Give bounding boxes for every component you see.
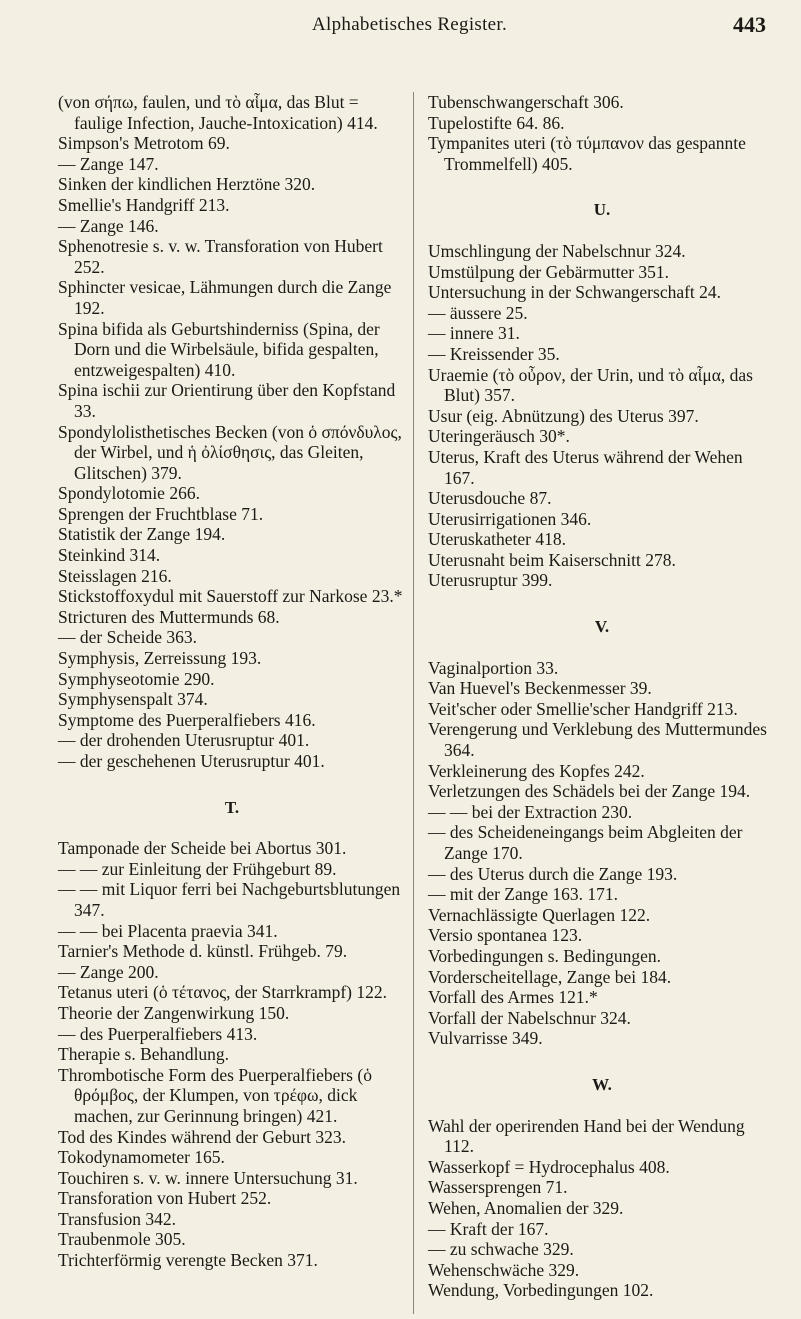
index-entry: Sinken der kindlichen Herztöne 320. <box>58 174 316 195</box>
index-entry: — — zur Einleitung der Frühgeburt 89. <box>58 858 337 879</box>
index-entry: Vorderscheitellage, Zange bei 184. <box>428 966 672 987</box>
index-entry: — Zange 200. <box>58 961 159 982</box>
index-entry: Theorie der Zangenwirkung 150. <box>58 1002 290 1023</box>
index-entry: Tamponade der Scheide bei Abortus 301. <box>58 838 347 859</box>
index-entry: — Zange 147. <box>58 153 159 174</box>
index-entry: Uteringeräusch 30*. <box>428 426 570 447</box>
index-entry: — der Scheide 363. <box>58 627 197 648</box>
index-entry: — des Uterus durch die Zange 193. <box>428 863 678 884</box>
section-letter: T. <box>224 797 240 817</box>
index-entry: — der geschehenen Uterusruptur 401. <box>58 751 325 771</box>
index-entry: — — mit Liquor ferri bei Nachgeburtsblutungen 347. <box>58 879 401 920</box>
index-entry: — äussere 25. <box>428 302 528 323</box>
index-entry: — des Puerperalfiebers 413. <box>58 1023 258 1044</box>
index-entry: Usur (eig. Abnützung) des Uterus 397. <box>428 405 699 426</box>
index-entry: Tubenschwangerschaft 306. <box>428 92 624 112</box>
index-entry: Uterusirrigationen 346. <box>428 508 592 529</box>
index-entry: — Zange 146. <box>58 215 159 236</box>
index-entry: Transforation von Hubert 252. <box>58 1188 272 1209</box>
index-entry: Verkleinerung des Kopfes 242. <box>428 760 645 781</box>
index-entry: Wehenschwäche 329. <box>428 1259 580 1280</box>
index-entry: Umstülpung der Gebärmutter 351. <box>428 261 670 282</box>
index-entry: Spondylolisthetisches Becken (von ὁ σπόνδυλος, der Wirbel, und ἡ ὀλίσθησις, das Gleiten, Glitschen) 379. <box>58 421 402 483</box>
index-entry: Transfusion 342. <box>58 1208 176 1229</box>
index-entry: Trichterförmig verengte Becken 371. <box>58 1250 318 1271</box>
index-entry: — — bei der Extraction 230. <box>428 801 633 822</box>
index-entry: Verletzungen des Schädels bei der Zange 194. <box>428 781 751 802</box>
index-entry: Symptome des Puerperalfiebers 416. <box>58 709 316 730</box>
index-entry: Uterusdouche 87. <box>428 488 552 509</box>
index-entry: Traubenmole 305. <box>58 1229 186 1250</box>
right-column <box>428 92 776 1301</box>
index-entry: Smellie's Handgriff 213. <box>58 194 230 215</box>
index-entry: — zu schwache 329. <box>428 1239 574 1260</box>
index-entry: Vorfall der Nabelschnur 324. <box>428 1007 631 1028</box>
index-entry: Tetanus uteri (ὁ τέτανος, der Starrkrampf) 122. <box>58 982 387 1003</box>
index-entry: — des Scheideneingangs beim Abgleiten der Zange 170. <box>428 822 743 863</box>
index-entry: Vorfall des Armes 121.* <box>428 987 598 1008</box>
index-entry: Steisslagen 216. <box>58 565 172 586</box>
index-entry: Wassersprengen 71. <box>428 1177 568 1198</box>
section-letter: W. <box>592 1074 612 1094</box>
index-entry: Wahl der operirenden Hand bei der Wendung 112. <box>428 1115 745 1157</box>
index-entry: Tympanites uteri (τὸ τύμπανον das gespannte Trommelfell) 405. <box>428 133 746 174</box>
index-entry: Uraemie (τὸ οὖρον, der Urin, und τὸ αἷμα, das Blut) 357. <box>428 364 753 406</box>
index-entry: Spina ischii zur Orientirung über den Kopfstand 33. <box>58 380 396 421</box>
index-entry: Stickstoffoxydul mit Sauerstoff zur Narkose 23.* <box>58 586 403 607</box>
index-entry: Vernachlässigte Querlagen 122. <box>428 904 651 925</box>
page-title: Alphabetisches Register. <box>312 14 508 35</box>
index-entry: Thrombotische Form des Puerperalfiebers (ὁ θρόμβος, der Klumpen, von τρέφω, dick machen, zur Gerinnung bringen) 421. <box>58 1064 372 1126</box>
index-entry: Sphenotresie s. v. w. Transforation von Hubert 252. <box>58 236 383 277</box>
index-entry: Sphincter vesicae, Lähmungen durch die Zange 192. <box>58 277 392 318</box>
index-entry: Stricturen des Muttermunds 68. <box>58 606 280 627</box>
index-entry: Spina bifida als Geburtshinderniss (Spina, der Dorn und die Wirbelsäule, bifida gespalten, entzweigespalten) 410. <box>58 318 380 380</box>
index-entry: Vorbedingungen s. Bedingungen. <box>428 945 661 966</box>
index-entry: Untersuchung in der Schwangerschaft 24. <box>428 282 722 303</box>
index-entry: — Kraft der 167. <box>428 1218 549 1239</box>
section-letter: V. <box>594 617 610 637</box>
index-entry: Tokodynamometer 165. <box>58 1147 225 1168</box>
index-entry: — mit der Zange 163. 171. <box>428 884 619 905</box>
index-entry: Symphysis, Zerreissung 193. <box>58 648 262 669</box>
index-entry: Vulvarrisse 349. <box>428 1028 543 1049</box>
index-entry: — Kreissender 35. <box>428 343 560 364</box>
index-entry: Touchiren s. v. w. innere Untersuchung 31. <box>58 1167 358 1188</box>
index-entry: Symphysenspalt 374. <box>58 689 208 710</box>
index-entry: Statistik der Zange 194. <box>58 524 226 545</box>
index-entry: — — bei Placenta praevia 341. <box>58 920 278 941</box>
index-entry: Tarnier's Methode d. künstl. Frühgeb. 79. <box>58 941 348 962</box>
index-entry: Simpson's Metrotom 69. <box>58 133 230 154</box>
page-number: 443 <box>733 12 766 37</box>
index-entry: Uteruskatheter 418. <box>428 529 567 550</box>
index-entry: Uterusnaht beim Kaiserschnitt 278. <box>428 549 676 570</box>
index-entry: Wehen, Anomalien der 329. <box>428 1197 624 1218</box>
index-entry: Therapie s. Behandlung. <box>58 1044 230 1065</box>
index-entry: — der drohenden Uterusruptur 401. <box>58 730 310 751</box>
index-entry: (von σήπω, faulen, und τὸ αἷμα, das Blut = faulige Infection, Jauche-Intoxication) 414. <box>58 92 378 133</box>
index-entry: Umschlingung der Nabelschnur 324. <box>428 240 686 261</box>
index-entry: Verengerung und Verklebung des Muttermundes 364. <box>428 719 767 761</box>
index-entry: Tod des Kindes während der Geburt 323. <box>58 1126 346 1147</box>
index-entry: Wendung, Vorbedingungen 102. <box>428 1280 654 1301</box>
index-entry: Uterus, Kraft des Uterus während der Wehen 167. <box>428 446 743 488</box>
section-letter: U. <box>593 200 611 220</box>
index-entry: — innere 31. <box>428 323 520 344</box>
index-entry: Vaginalportion 33. <box>428 657 559 678</box>
index-entry: Uterusruptur 399. <box>428 570 553 591</box>
column-divider <box>413 92 414 1314</box>
index-entry: Versio spontanea 123. <box>428 925 583 946</box>
page-header <box>0 10 801 40</box>
index-entry: Veit'scher oder Smellie'scher Handgriff 213. <box>428 698 738 719</box>
index-entry: Steinkind 314. <box>58 545 161 566</box>
index-entry: Tupelostifte 64. 86. <box>428 112 565 133</box>
index-entry: Sprengen der Fruchtblase 71. <box>58 503 264 524</box>
left-column <box>58 92 406 1271</box>
index-entry: Symphyseotomie 290. <box>58 668 215 689</box>
index-entry: Van Huevel's Beckenmesser 39. <box>428 678 652 699</box>
index-entry: Spondylotomie 266. <box>58 483 200 504</box>
index-entry: Wasserkopf = Hydrocephalus 408. <box>428 1156 670 1177</box>
